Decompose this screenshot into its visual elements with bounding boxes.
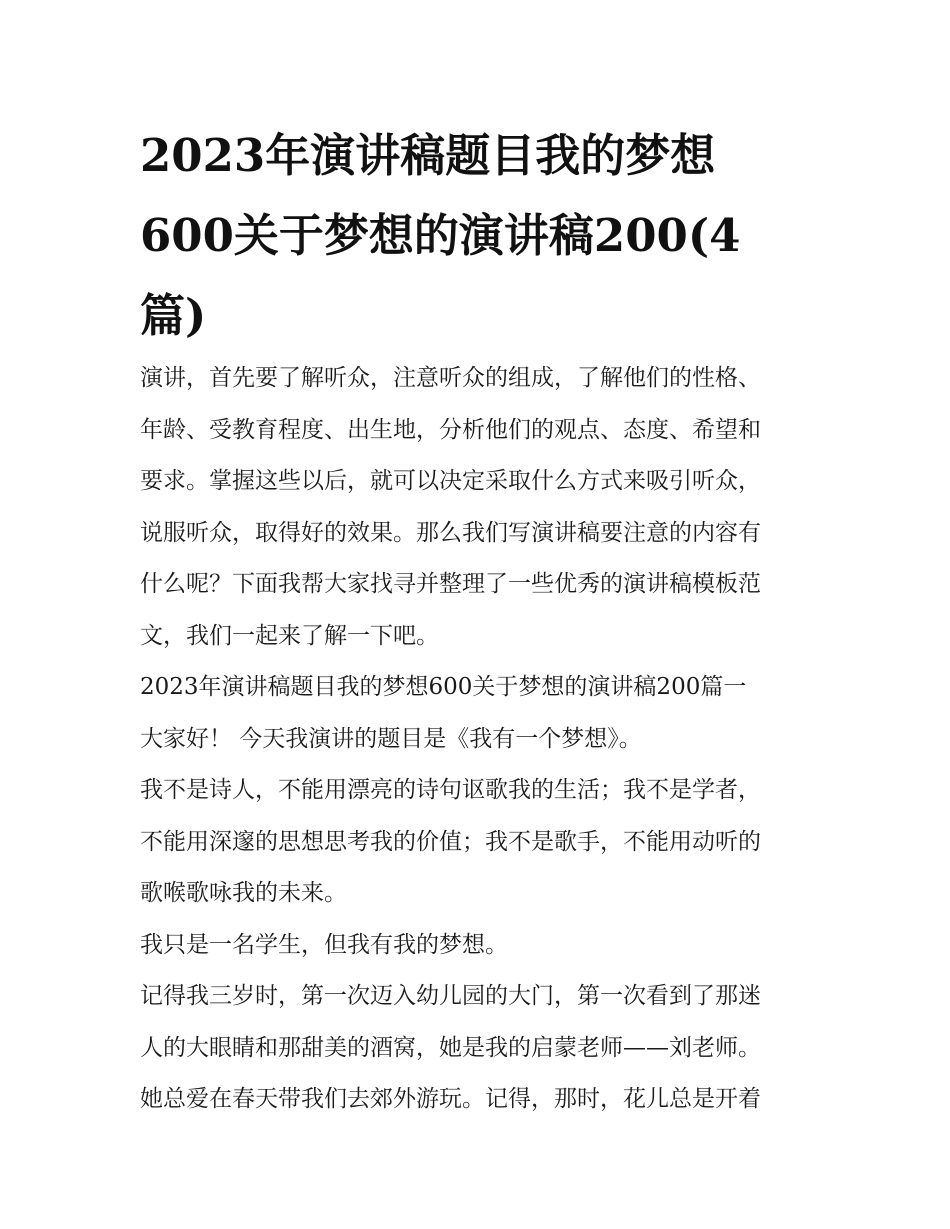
title-line: 600关于梦想的演讲稿200(4 — [140, 209, 741, 262]
body-line: 演讲，首先要了解听众，注意听众的组成，了解他们的性格、 — [140, 365, 761, 391]
body-line: 她总爱在春天带我们去郊外游玩。记得，那时，花儿总是开着 — [140, 1086, 761, 1112]
body-line: 人的大眼睛和那甜美的酒窝，她是我的启蒙老师——刘老师。 — [140, 1034, 761, 1061]
section-heading: 2023年演讲稿题目我的梦想600关于梦想的演讲稿200篇一 — [140, 674, 747, 700]
body-line: 要求。掌握这些以后，就可以决定采取什么方式来吸引听众， — [140, 468, 761, 494]
title-line: 2023年演讲稿题目我的梦想 — [140, 129, 716, 182]
body-line: 不能用深邃的思想思考我的价值；我不是歌手，不能用动听的 — [140, 828, 761, 855]
body-line: 我只是一名学生，但我有我的梦想。 — [140, 931, 508, 958]
document-body — [140, 353, 830, 1126]
body-line: 年龄、受教育程度、出生地，分析他们的观点、态度、希望和 — [140, 416, 761, 443]
body-line: 什么呢？下面我帮大家找寻并整理了一些优秀的演讲稿模板范 — [140, 571, 761, 597]
document-title — [140, 116, 820, 356]
body-line: 我不是诗人，不能用漂亮的诗句讴歌我的生活；我不是学者， — [140, 777, 761, 803]
body-line: 文，我们一起来了解一下吧。 — [140, 622, 439, 649]
body-line: 歌喉歌咏我的未来。 — [140, 880, 347, 906]
body-line: 大家好！ 今天我演讲的题目是《我有一个梦想》。 — [140, 725, 642, 752]
body-line: 记得我三岁时，第一次迈入幼儿园的大门，第一次看到了那迷 — [140, 983, 761, 1009]
body-line: 说服听众，取得好的效果。那么我们写演讲稿要注意的内容有 — [140, 519, 761, 546]
title-line: 篇) — [140, 289, 207, 342]
